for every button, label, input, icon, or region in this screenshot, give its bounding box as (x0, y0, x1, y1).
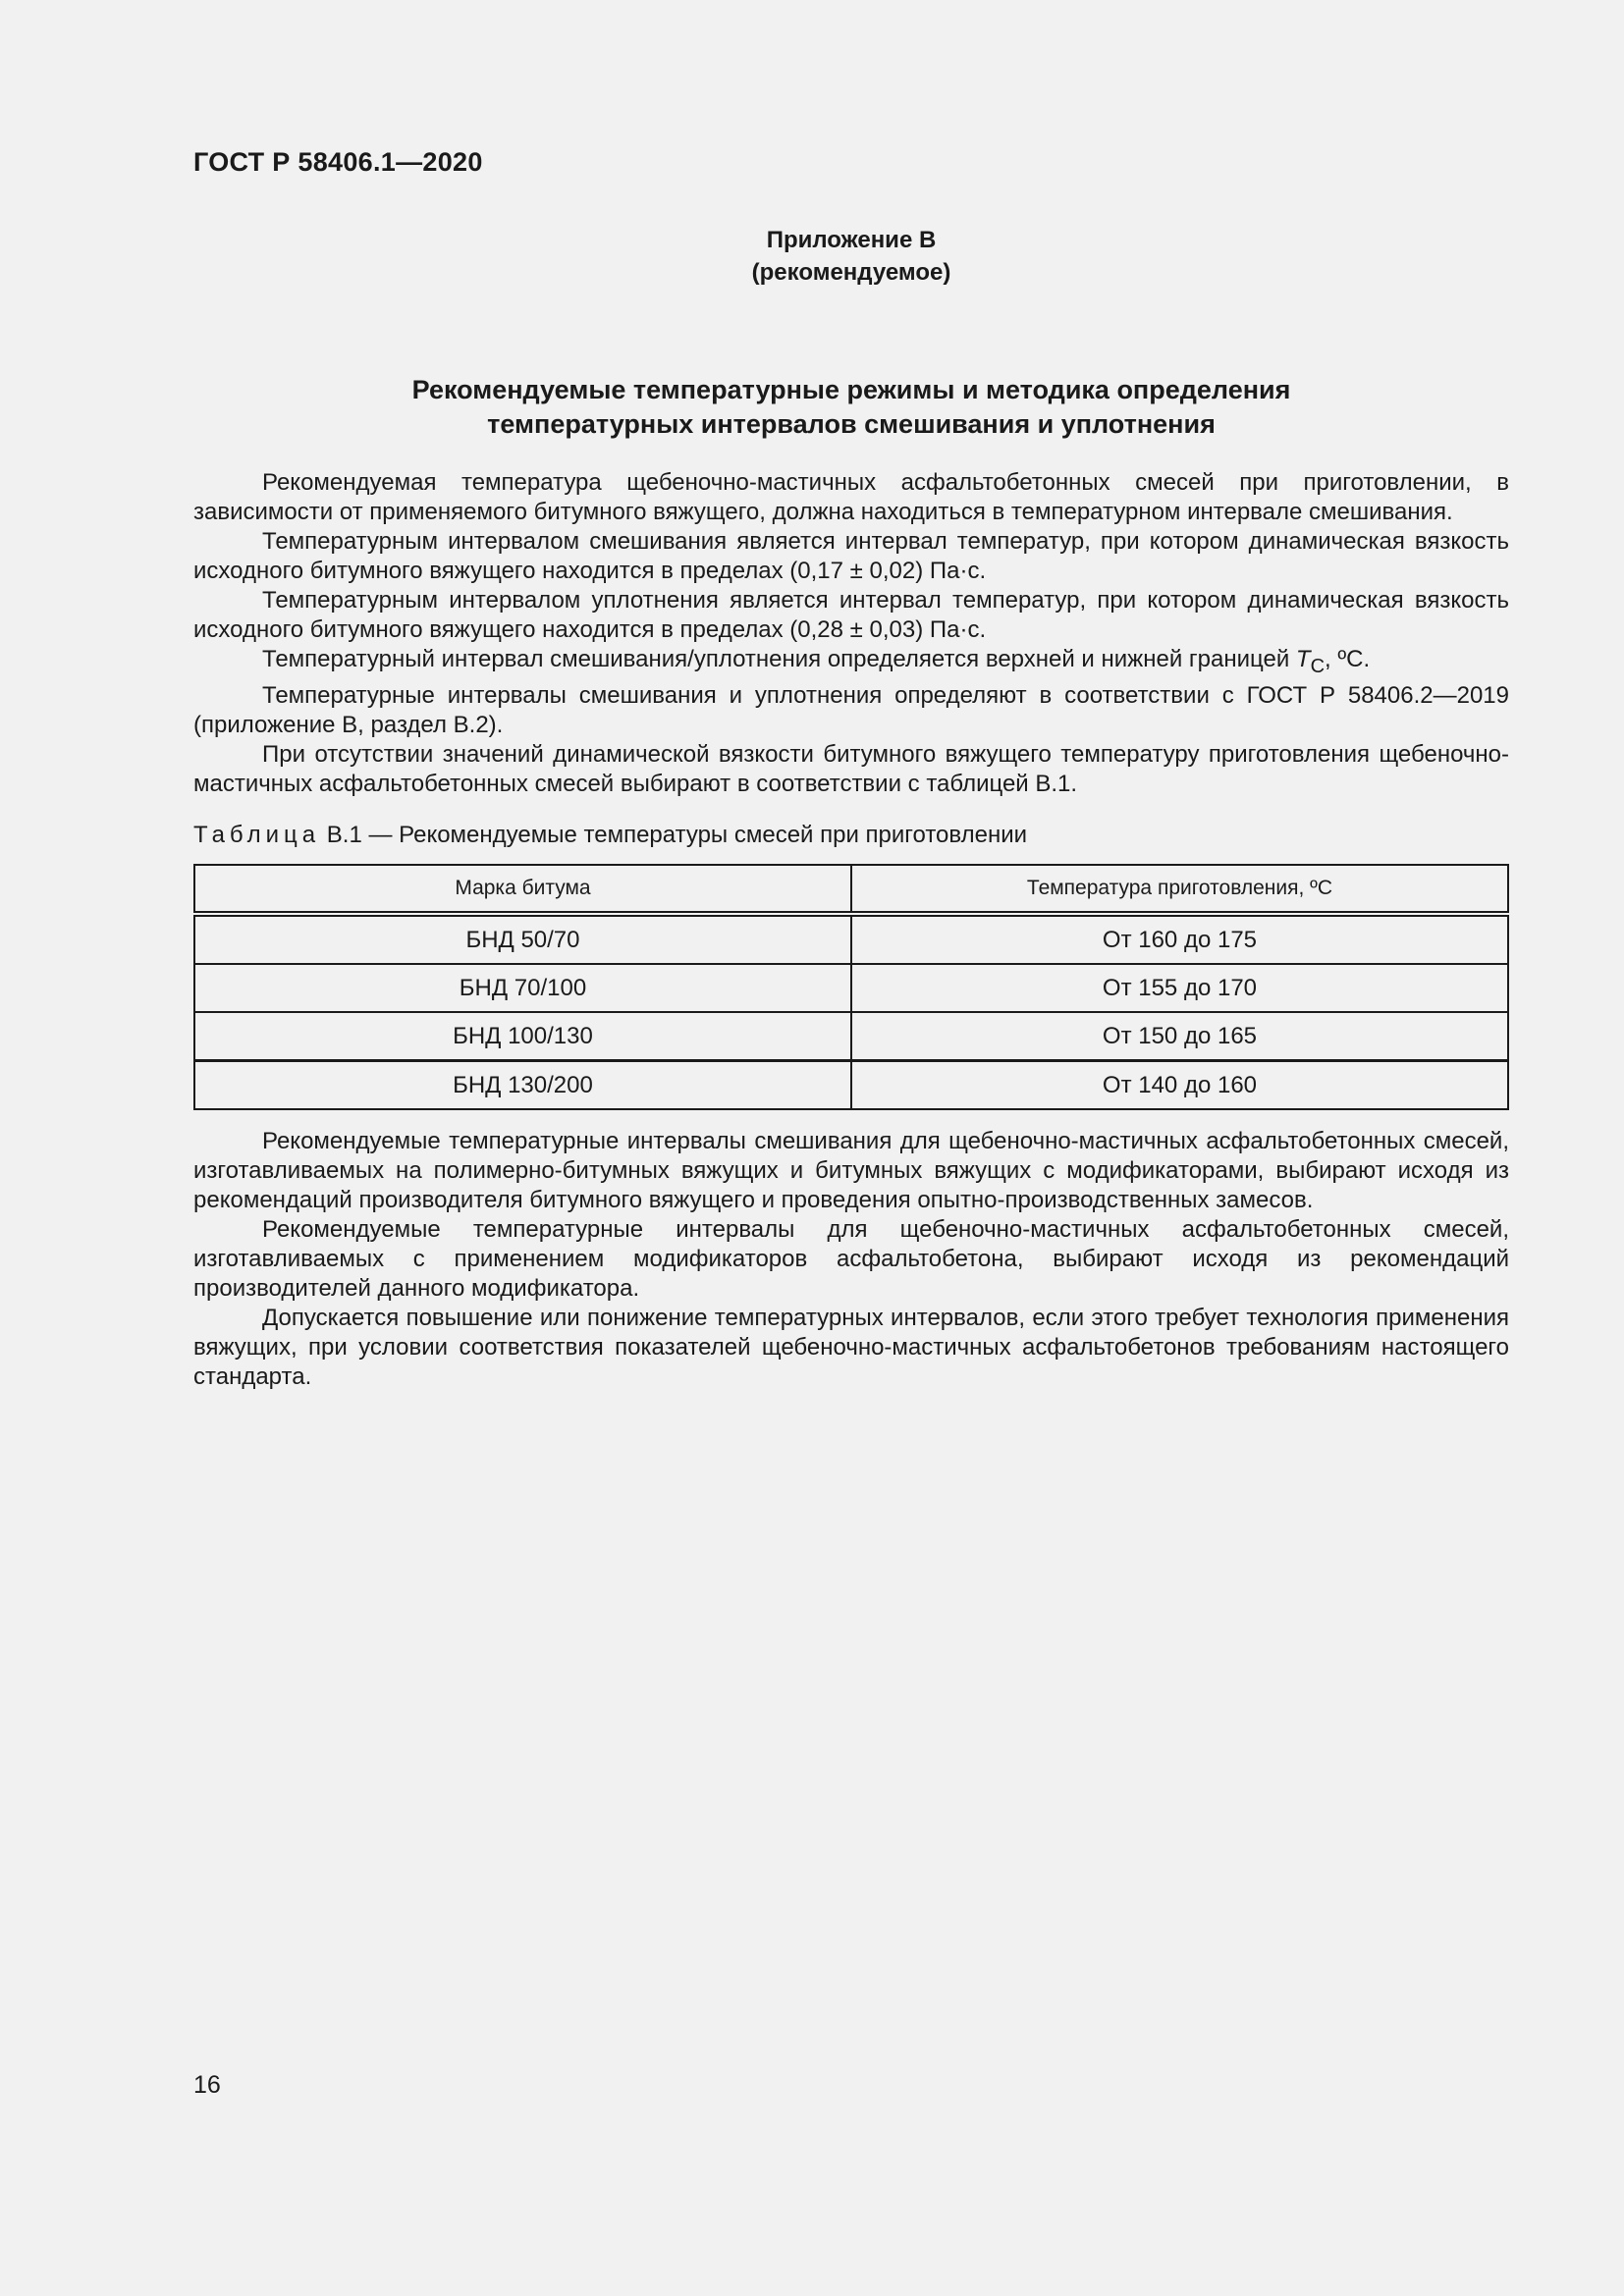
table-cell: От 160 до 175 (851, 914, 1508, 964)
table-cell: БНД 70/100 (194, 964, 851, 1012)
document-code: ГОСТ Р 58406.1—2020 (193, 147, 483, 177)
temperature-table (193, 864, 1509, 1110)
table-row (194, 1012, 1508, 1061)
table-row (194, 1061, 1508, 1110)
paragraph: Рекомендуемая температура щебеночно-мастичных асфальтобетонных смесей при приготовлении, в зависимости от применяемого битумного вяжущего, должна находиться в температурном интервале смешивания. (193, 469, 1509, 525)
appendix-status: (рекомендуемое) (751, 259, 951, 286)
variable-subscript: C (1310, 655, 1326, 677)
table-caption-label: Таблица (193, 822, 321, 848)
paragraph: При отсутствии значений динамической вязкости битумного вяжущего температуру приготовления щебеночно-мастичных асфальтобетонных смесей выбирают в соответствии с таблицей В.1. (193, 740, 1509, 797)
table-cell: БНД 130/200 (194, 1061, 851, 1110)
paragraph-temperature-bounds (193, 645, 1509, 681)
intro-text (193, 468, 1509, 799)
table-cell: От 140 до 160 (851, 1061, 1508, 1110)
paragraph: Температурные интервалы смешивания и уплотнения определяют в соответствии с ГОСТ Р 58406.2—2019 (приложение В, раздел В.2). (193, 681, 1509, 738)
table-row (194, 914, 1508, 964)
section-title (193, 373, 1509, 442)
paragraph: Рекомендуемые температурные интервалы смешивания для щебеночно-мастичных асфальтобетонных смесей, изготавливаемых на полимерно-битумных вяжущих и битумных вяжущих с модификаторами, выбирают исходя из рекомендаций производителя битумного вяжущего и проведения опытно-производственных замесов. (193, 1128, 1509, 1213)
table-caption (193, 821, 1027, 850)
section-title-line-2: температурных интервалов смешивания и уплотнения (487, 409, 1216, 439)
page-number: 16 (193, 2071, 221, 2099)
paragraph: Температурным интервалом смешивания является интервал температур, при котором динамическая вязкость исходного битумного вяжущего находится в пределах (0,17 ± 0,02) Па·с. (193, 528, 1509, 584)
table-header-row (194, 865, 1508, 914)
closing-text (193, 1127, 1509, 1392)
paragraph: Рекомендуемые температурные интервалы для щебеночно-мастичных асфальтобетонных смесей, изготавливаемых с применением модификаторов асфальтобетона, выбирают исходя из рекомендаций производителей данного модификатора. (193, 1216, 1509, 1302)
table-row (194, 964, 1508, 1012)
paragraph: Допускается повышение или понижение температурных интервалов, если этого требует технология применения вяжущих, при условии соответствия показателей щебеночно-мастичных асфальтобетонов требованиям настоящего стандарта. (193, 1305, 1509, 1390)
table-caption-text: В.1 — Рекомендуемые температуры смесей при приготовлении (320, 822, 1028, 848)
appendix-title: Приложение В (766, 227, 937, 253)
text-segment: , ºС. (1325, 646, 1371, 672)
table-cell: БНД 50/70 (194, 914, 851, 964)
table-cell: От 150 до 165 (851, 1012, 1508, 1061)
column-header-temperature: Температура приготовления, ºС (851, 865, 1508, 914)
appendix-heading (193, 224, 1509, 289)
variable-t: T (1295, 646, 1311, 672)
text-segment: Температурный интервал смешивания/уплотнения определяется верхней и нижней границей (262, 646, 1296, 672)
table-cell: БНД 100/130 (194, 1012, 851, 1061)
section-title-line-1: Рекомендуемые температурные режимы и методика определения (411, 375, 1291, 404)
column-header-bitumen-grade: Марка битума (194, 865, 851, 914)
table-cell: От 155 до 170 (851, 964, 1508, 1012)
paragraph: Температурным интервалом уплотнения является интервал температур, при котором динамическая вязкость исходного битумного вяжущего находится в пределах (0,28 ± 0,03) Па·с. (193, 587, 1509, 643)
